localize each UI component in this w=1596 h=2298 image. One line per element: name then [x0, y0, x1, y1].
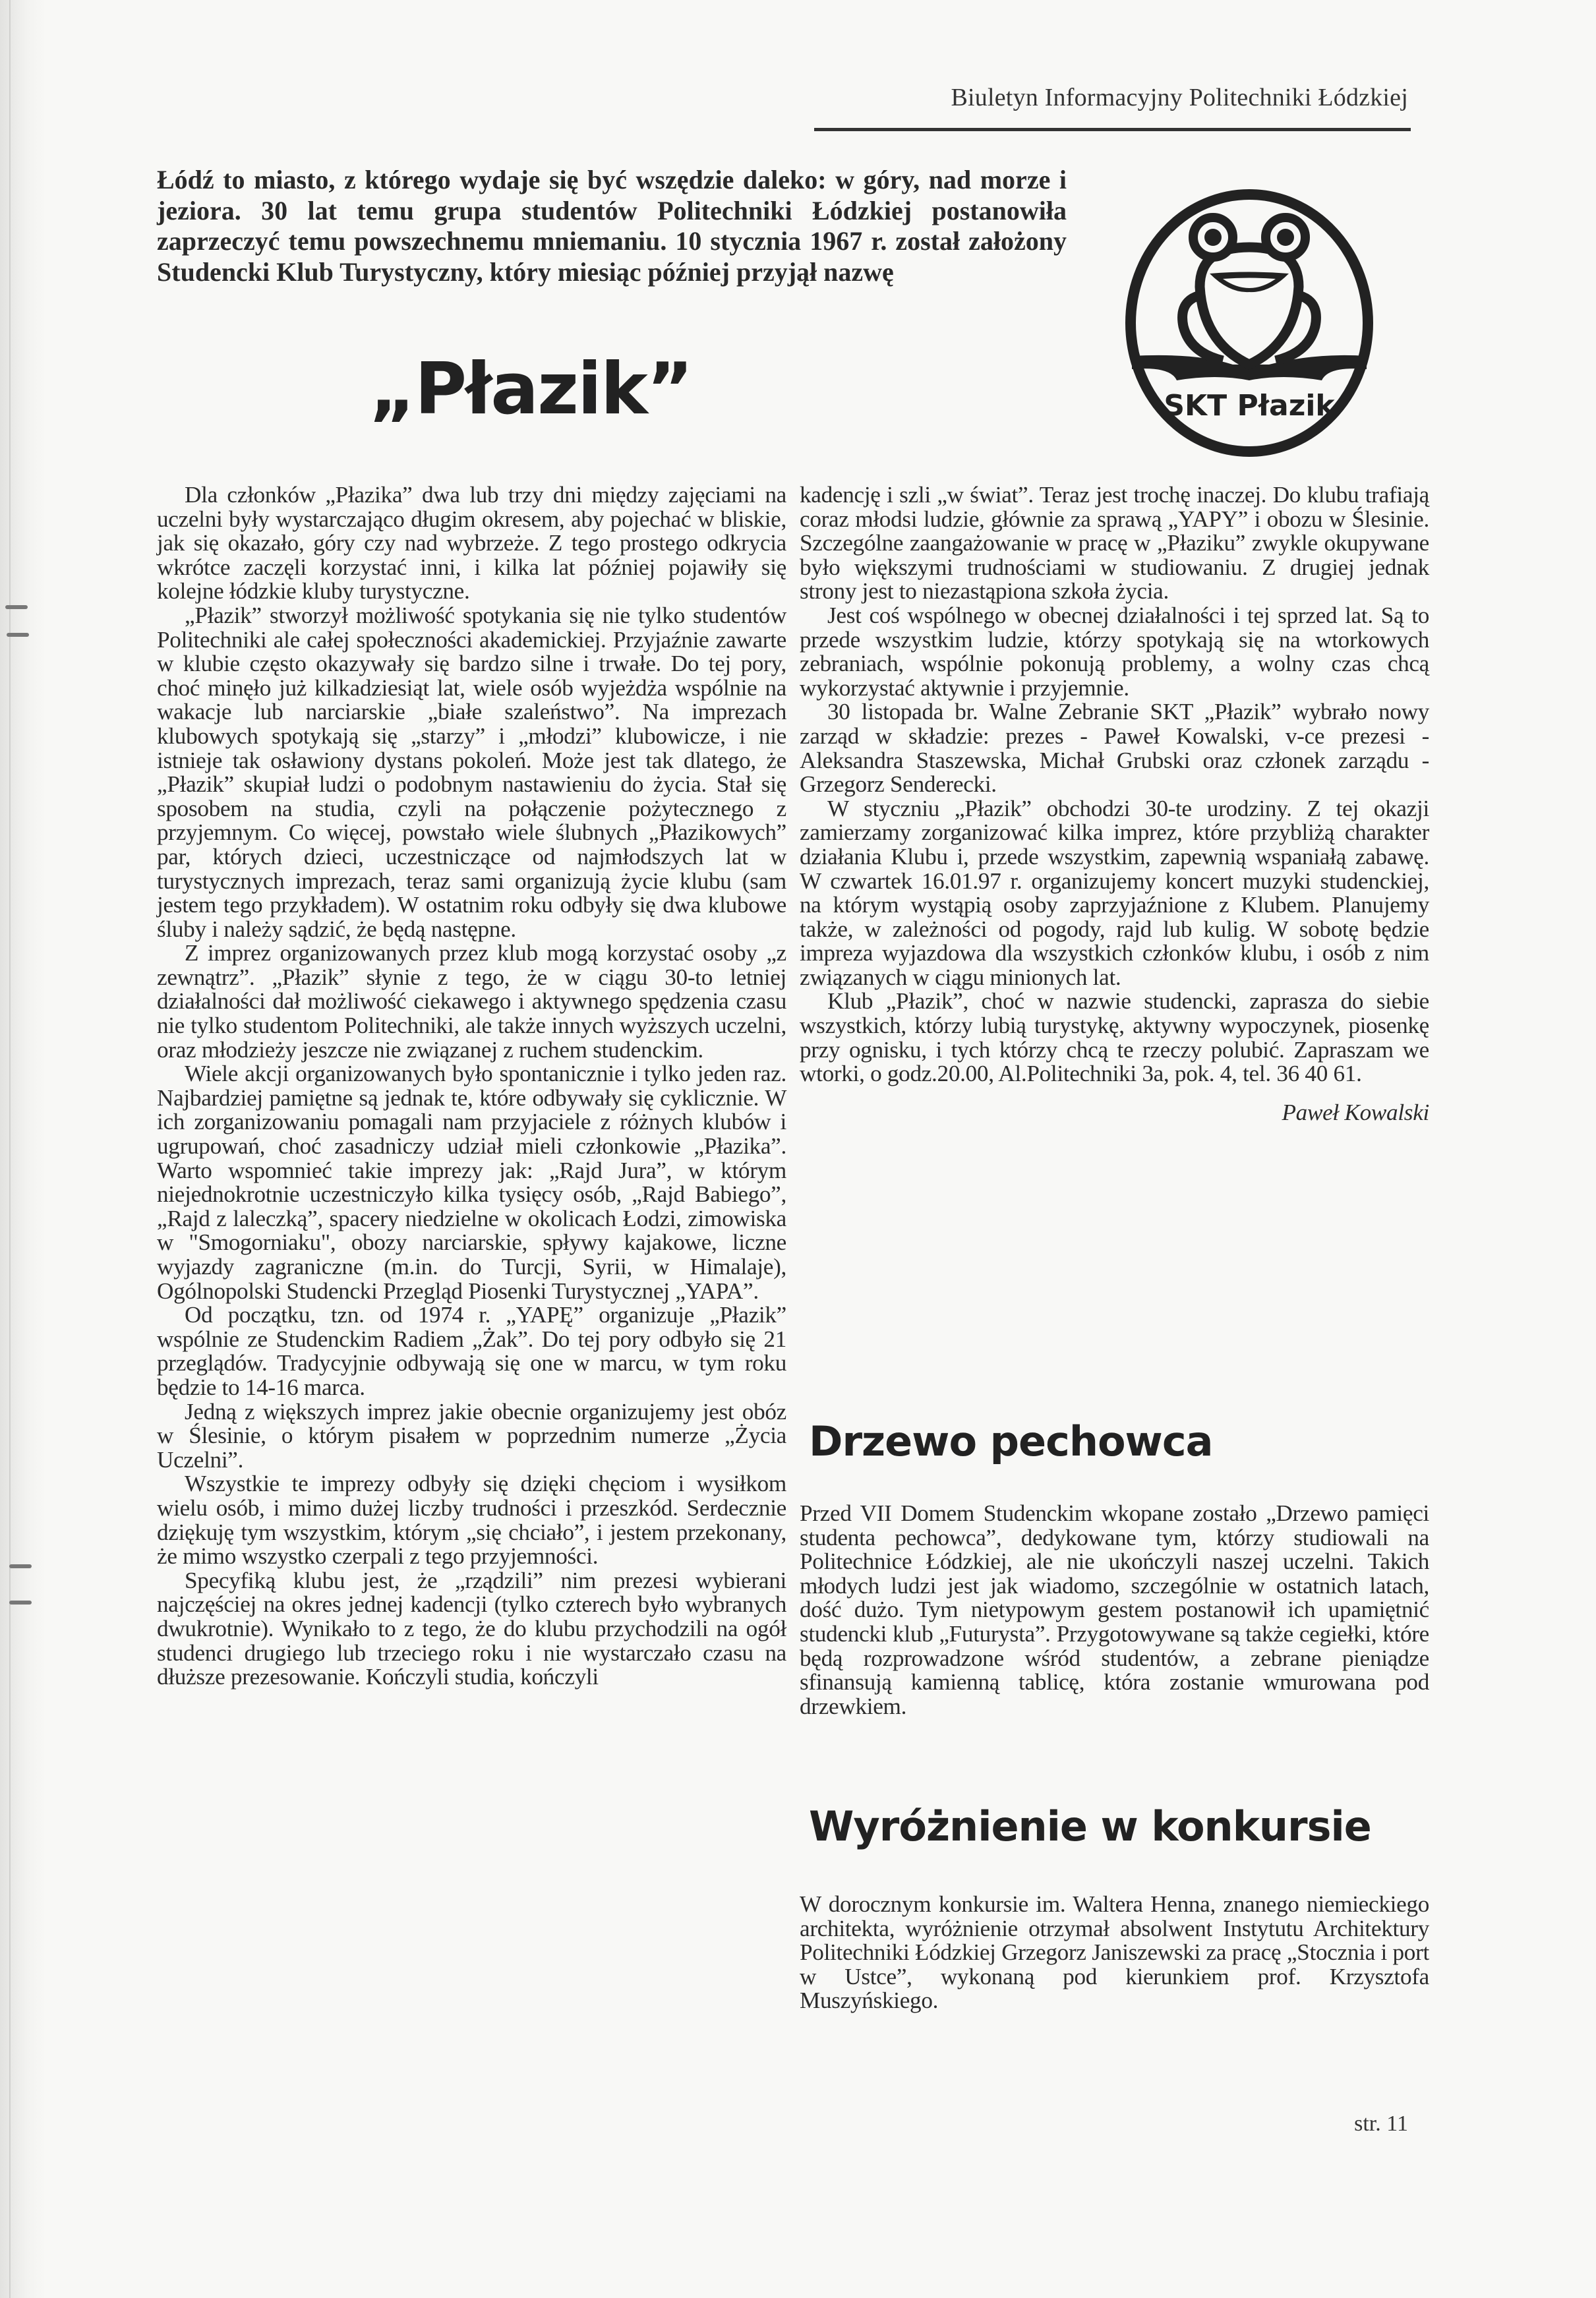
section-body-tree: [800, 1502, 1429, 1719]
paragraph: Klub „Płazik”, choć w nazwie studencki, zaprasza do siebie wszystkich, którzy lubią turystykę, aktywny wypoczynek, piosenkę przy ognisku, i tych którzy chcą te rzeczy polubić. Zapraszam we wtorki, o godz.20.00, Al.Politechniki 3a, pok. 4, tel. 36 40 61.: [800, 988, 1429, 1087]
paragraph: W dorocznym konkursie im. Waltera Henna, znanego niemieckiego architekta, wyróżnienie otrzymał absolwent Instytutu Architektury Politechniki Łódzkiej Grzegorz Janiszewski za pracę „Stocznia i port w Ustce”, wykonaną pod kierunkiem prof. Krzysztofa Muszyńskiego.: [800, 1891, 1429, 2014]
paragraph: W styczniu „Płazik” obchodzi 30-te urodziny. Z tej okazji zamierzamy zorganizować kilka imprez, które przybliżą charakter działania Klubu i, przede wszystkim, zapewnią wspaniałą zabawę. W czwartek 16.01.97 r. organizujemy koncert muzyki studenckiej, na którym wystąpią osoby zaprzyjaźnione z Klubem. Planujemy także, w zależności od pogody, rajd lub kulig. W sobotę będzie impreza wyjazdowa dla wszystkich członków klubu, i osób z nim związanych w ciągu minionych lat.: [800, 795, 1429, 990]
binding-spine: [0, 0, 46, 2298]
paragraph: Jest coś wspólnego w obecnej działalności i tej sprzed lat. Są to przede wszystkim ludzie, którzy spotykają się na wtorkowych zebraniach, wspólnie pokonują problemy, a wolny czas chcą wykorzystać aktywnie i przyjemnie.: [800, 602, 1429, 701]
article-right-column: [800, 483, 1429, 1125]
section-title-tree: Drzewo pechowca: [809, 1417, 1213, 1465]
paragraph: „Płazik” stworzył możliwość spotykania się nie tylko studentów Politechniki ale całej społeczności akademickiej. Przyjaźnie zawarte w klubie często okazywały się bardzo silne i trwałe. Do tej pory, choć minęło już kilkadziesiąt lat, wiele osób wyjeżdża wspólnie na wakacje lub narciarskie „białe szaleństwo”. Na imprezach klubowych spotykają się „starzy” i „młodzi” klubowicze, i nie istnieje tak osławiony dystans pokoleń. Może jest tak dlatego, że „Płazik” skupiał ludzi o podobnym nastawieniu do życia. Stał się sposobem na studia, czyli na połączenie pożytecznego z przyjemnym. Co więcej, powstało wiele ślubnych „Płazikowych” par, których dzieci, uczestniczące od najmłodszych lat w turystycznych imprezach, teraz sami organizują życie klubu (sam jestem tego przykładem). W ostatnim roku odbyły się dwa klubowe śluby i należy sądzić, że będą następne.: [157, 602, 786, 942]
staple: [9, 1564, 32, 1568]
paragraph: Wszystkie te imprezy odbyły się dzięki chęciom i wysiłkom wielu osób, i mimo dużej liczby trudności i przeszkód. Serdecznie dziękuję tym wszystkim, którym „się chciało”, i jestem przekonany, że mimo wszystko czerpali z tego przyjemności.: [157, 1471, 786, 1570]
frog-logo-icon: [1117, 188, 1381, 458]
article-lead: Łódź to miasto, z którego wydaje się być wszędzie daleko: w góry, nad morze i jeziora. 30 lat temu grupa studentów Politechniki Łódzkiej postanowiła zaprzeczyć temu powszechnemu mniemaniu. 10 stycznia 1967 r. został założony Studencki Klub Turystyczny, który miesiąc później przyjął nazwę: [157, 165, 1067, 287]
paragraph: Dla członków „Płazika” dwa lub trzy dni między zajęciami na uczelni były wystarczająco długim okresem, aby pojechać w bliskie, jak się okazało, góry czy nad wybrzeże. Z tego prostego odkrycia wkrótce zaczęli korzystać inni, i kilka lat później pojawiły się kolejne łódzkie kluby turystyczne.: [157, 482, 786, 604]
paragraph: Specyfiką klubu jest, że „rządzili” nim prezesi wybierani najczęściej na okres jednej kadencji (tylko czterech było wybranych dwukrotnie). Wynikało to z tego, że do klubu przychodzili na ogół studenci drugiego lub trzeciego roku i nie wystarczało czasu na dłuższe prezesowanie. Kończyli studia, kończyli: [157, 1567, 786, 1690]
staple: [5, 605, 28, 609]
logo-text: SKT Płazik: [1164, 389, 1335, 423]
article-left-column: [157, 483, 786, 1690]
paragraph: Przed VII Domem Studenckim wkopane zostało „Drzewo pamięci studenta pechowca”, dedykowane tym, którzy studiowali na Politechnice Łódzkiej, ale nie ukończyli naszej uczelni. Takich młodych ludzi jest jak wiadomo, szczególnie w ostatnich latach, dość dużo. Tym nietypowym gestem postanowił ich upamiętnić studencki klub „Futurysta”. Przygotowywane są także cegiełki, które będą rozprowadzone wśród studentów, a zebrane pieniądze sfinansują kamienną tablicę, która zostanie wmurowana pod drzewkiem.: [800, 1500, 1429, 1719]
paragraph: Z imprez organizowanych przez klub mogą korzystać osoby „z zewnątrz”. „Płazik” słynie z tego, że w ciągu 30-to letniej działalności dał możliwość ciekawego i aktywnego spędzenia czasu nie tylko studentom Politechniki, ale także innych wyższych uczelni, oraz młodzieży jeszcze nie związanej z ruchem studenckim.: [157, 940, 786, 1063]
staple: [7, 633, 29, 637]
section-title-award: Wyróżnienie w konkursie: [809, 1802, 1371, 1850]
paragraph: Wiele akcji organizowanych było spontanicznie i tylko jeden raz. Najbardziej pamiętne są jednak te, które odbywały się cyklicznie. W ich zorganizowaniu pomagali nam przyjaciele z różnych klubów i ugrupowań, choć zasadniczy udział mieli członkowie „Płazika”. Warto wspomnieć takie imprezy jak: „Rajd Jura”, w którym niejednokrotnie uczestniczyło kilka tysięcy osób, „Rajd Babiego”, „Rajd z laleczką”, spacery niedzielne w okolicach Łodzi, zimowiska w "Smogorniaku", obozy narciarskie, spływy kajakowe, liczne wyjazdy zagraniczne (m.in. do Turcji, Syrii, w Himalaje), Ogólnopolski Studencki Przegląd Piosenki Turystycznej „YAPA”.: [157, 1061, 786, 1304]
publication-header: Biuletyn Informacyjny Politechniki Łódzkiej: [951, 84, 1408, 111]
paragraph: kadencję i szli „w świat”. Teraz jest trochę inaczej. Do klubu trafiają coraz młodsi ludzie, głównie za sprawą „YAPY” i obozu w Ślesinie. Szczególne zaangażowanie w pracę w „Płaziku” zwykle okupywane było większymi trudnościami w studiowaniu. Z drugiej jednak strony jest to niezastąpiona szkoła życia.: [800, 482, 1429, 604]
paragraph: Jedną z większych imprez jakie obecnie organizujemy jest obóz w Ślesinie, o którym pisałem w poprzednim numerze „Życia Uczelni”.: [157, 1398, 786, 1473]
binding-crease: [9, 0, 11, 2298]
paragraph: 30 listopada br. Walne Zebranie SKT „Płazik” wybrało nowy zarząd w składzie: prezes - Paweł Kowalski, v-ce prezesi - Aleksandra Staszewska, Michał Grubski oraz członek zarządu - Grzegorz Senderecki.: [800, 699, 1429, 798]
paragraph: Od początku, tzn. od 1974 r. „YAPĘ” organizuje „Płazik” wspólnie ze Studenckim Radiem „Żak”. Do tej pory odbyło się 21 przeglądów. Tradycyjnie odbywają się one w marcu, w tym roku będzie to 14-16 marca.: [157, 1302, 786, 1400]
page-number: str. 11: [1354, 2111, 1408, 2136]
author-signature: Paweł Kowalski: [1282, 1099, 1429, 1125]
staple: [9, 1601, 32, 1605]
section-body-award: [800, 1893, 1429, 2013]
header-divider: [814, 128, 1411, 131]
article-title: „Płazik”: [369, 348, 692, 430]
